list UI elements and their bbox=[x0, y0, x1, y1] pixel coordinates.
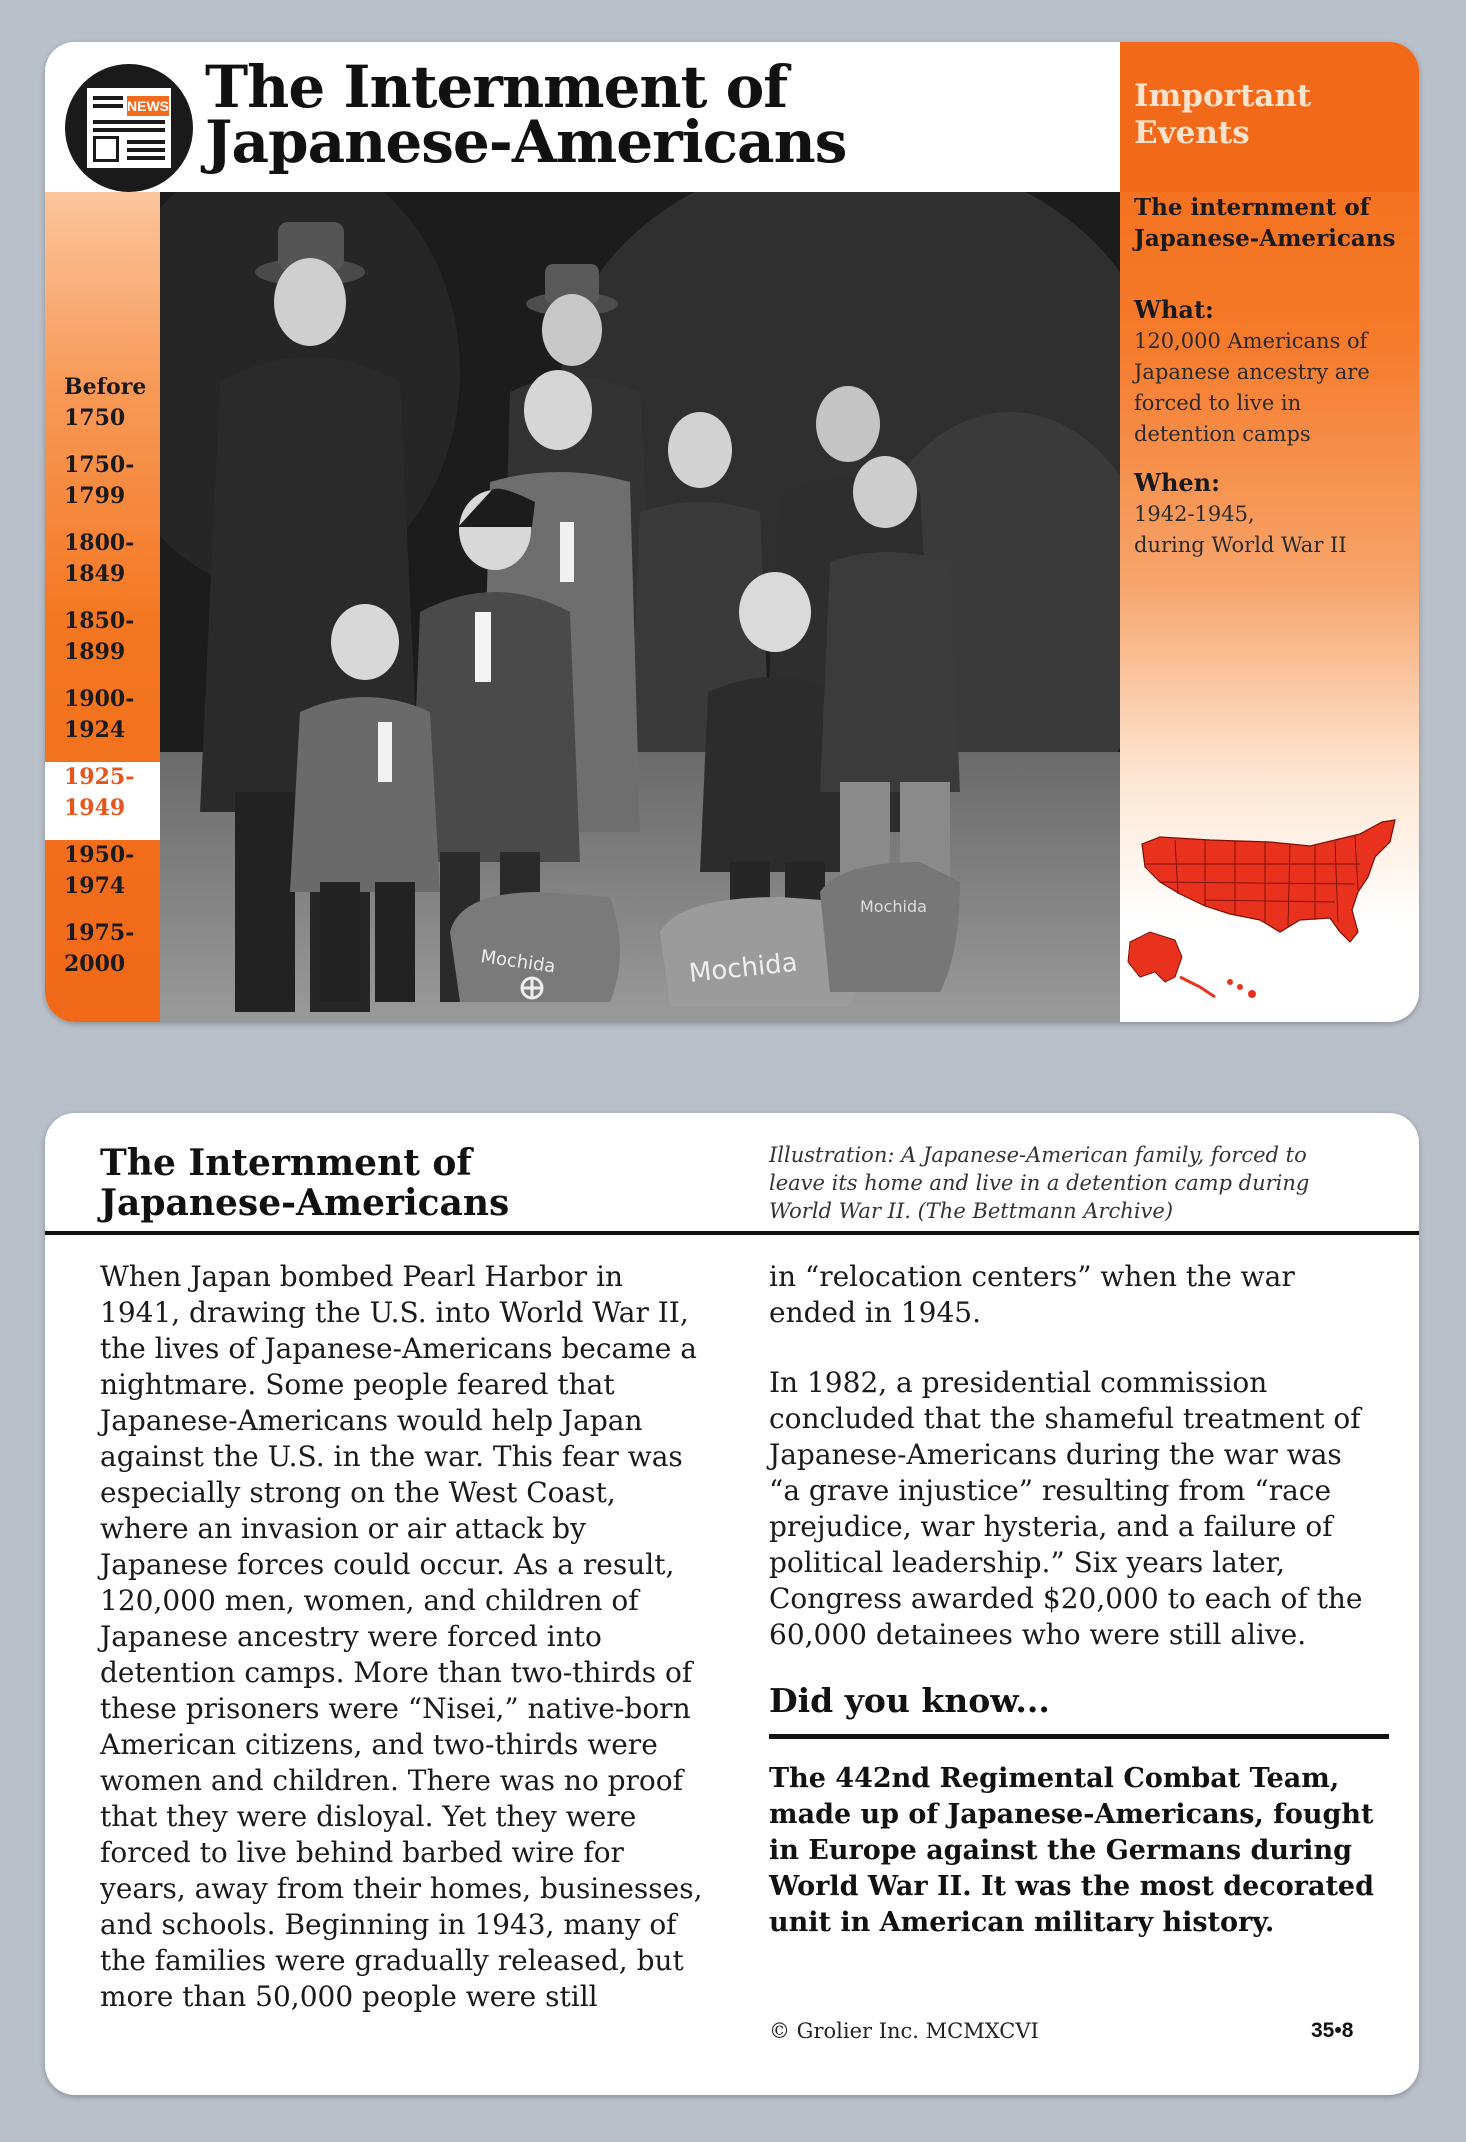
event-title: The internment of Japanese-Americans bbox=[1134, 194, 1396, 252]
family-photo-illustration bbox=[160, 192, 1120, 1022]
timeline-item-1975-2000: 1975- 2000 bbox=[64, 920, 135, 977]
photo-caption: Illustration: A Japanese-American family, forced to leave its home and live in a detention camp during World War II. (The Bettmann Archive) bbox=[769, 1143, 1310, 1223]
back-card bbox=[45, 1113, 1419, 2095]
news-icon bbox=[65, 64, 193, 192]
timeline-item-1800-1849: 1800- 1849 bbox=[64, 530, 135, 587]
important-events-header bbox=[1120, 42, 1419, 192]
front-title-line2: Japanese-Americans bbox=[205, 108, 847, 176]
important-events-heading-line1: Important bbox=[1134, 78, 1312, 114]
when-label: When: bbox=[1134, 468, 1220, 497]
timeline-nav bbox=[45, 372, 160, 996]
back-title-line2: Japanese-Americans bbox=[100, 1182, 510, 1224]
bag-tag-3: Mochida bbox=[860, 897, 927, 916]
timeline-item-1750-1799: 1750- 1799 bbox=[64, 452, 135, 509]
did-you-know-heading: Did you know... bbox=[769, 1681, 1050, 1720]
what-text: 120,000 Americans of Japanese ancestry are forced to live in detention camps bbox=[1134, 329, 1370, 446]
back-title-line1: The Internment of bbox=[100, 1142, 472, 1184]
body-text-right-2: In 1982, a presidential commission concluded that the shameful treatment of Japanese-Americans during the war was “a grave injustice” resulting from “race prejudice, war hysteria, and a failure of political leadership.” Six years later, Congress awarded $20,000 to each of the 60,000 detainees who were still alive. bbox=[769, 1366, 1363, 1651]
what-label: What: bbox=[1134, 295, 1214, 324]
timeline-item-before-1750: Before 1750 bbox=[64, 374, 147, 431]
card-number: 35•8 bbox=[1311, 2019, 1354, 2042]
timeline-item-1900-1924: 1900- 1924 bbox=[64, 686, 135, 743]
body-text-right-1: in “relocation centers” when the war ended in 1945. bbox=[769, 1260, 1295, 1329]
timeline-item-1925-1949-active: 1925- 1949 bbox=[45, 762, 160, 840]
front-title-line1: The Internment of bbox=[205, 53, 788, 121]
front-title bbox=[205, 53, 847, 176]
when-text: 1942-1945, during World War II bbox=[1134, 502, 1347, 557]
timeline-item-1950-1974: 1950- 1974 bbox=[64, 842, 135, 899]
timeline-item-1850-1899: 1850- 1899 bbox=[64, 608, 135, 665]
did-you-know-text: The 442nd Regimental Combat Team, made up of Japanese-Americans, fought in Europe against the Germans during World War II. It was the most decorated unit in American military history. bbox=[769, 1763, 1374, 1938]
body-text-left: When Japan bombed Pearl Harbor in 1941, drawing the U.S. into World War II, the lives of Japanese-Americans became a nightmare. Some people feared that Japanese-Americans would help Japan against the U.S. in the war. This fear was especially strong on the West Coast, where an invasion or air attack by Japanese forces could occur. As a result, 120,000 men, women, and children of Japanese ancestry were forced into detention camps. More than two-thirds of these prisoners were “Nisei,” native-born American citizens, and two-thirds were women and children. There was no proof that they were disloyal. Yet they were forced to live behind barbed wire for years, away from their homes, businesses, and schools. Beginning in 1943, many of the families were gradually released, but more than 50,000 people were still bbox=[100, 1260, 703, 2013]
copyright: © Grolier Inc. MCMXCVI bbox=[769, 2019, 1039, 2043]
usa-map-icon bbox=[1120, 782, 1419, 1022]
front-card bbox=[45, 42, 1419, 1022]
header-divider bbox=[45, 1231, 1419, 1235]
important-events-heading-line2: Events bbox=[1134, 115, 1250, 151]
back-title bbox=[100, 1143, 509, 1223]
bag-tag-1: Mochida bbox=[479, 946, 557, 978]
did-you-know-divider bbox=[769, 1734, 1389, 1739]
bag-tag-2: Mochida bbox=[687, 947, 799, 989]
news-logo-label: NEWS bbox=[127, 98, 169, 114]
family-photo bbox=[160, 192, 1120, 1022]
